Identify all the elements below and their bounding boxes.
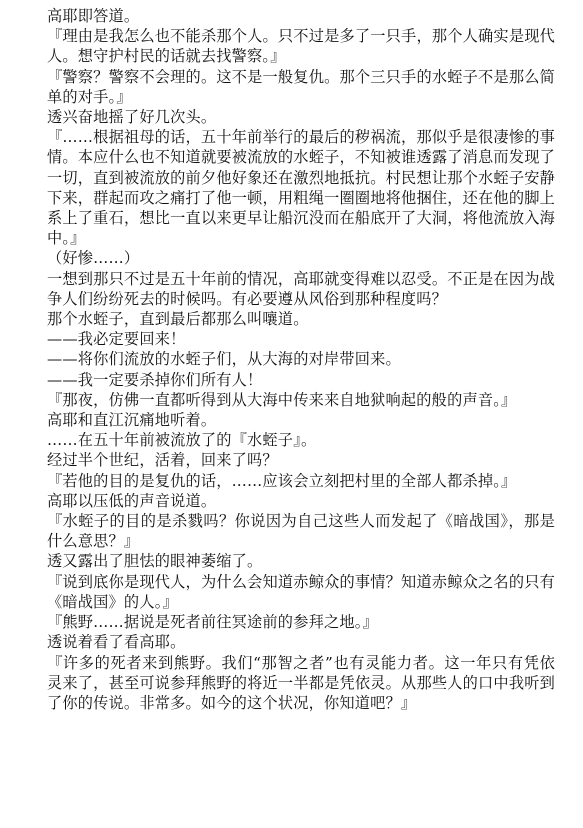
- paragraph-9: ——我必定要回来！: [47, 330, 186, 349]
- paragraph-11: ——我一定要杀掉你们所有人！: [47, 370, 263, 389]
- paragraph-1: 高耶即答道。: [47, 7, 140, 25]
- document-page: [47, 6, 555, 713]
- paragraph-10: ——将你们流放的水蛭子们，从大海的对岸带回来。: [47, 350, 401, 369]
- paragraph-17: 高耶以压低的声音说道。: [47, 491, 217, 510]
- paragraph-14: ……在五十年前被流放了的『水蛭子』。: [47, 431, 317, 450]
- paragraph-23: 『许多的死者来到熊野。我们“那智之者”也有灵能力者。这一年只有凭依灵来了，甚至可说参拜熊野的将近一半都是凭依灵。从那些人的口中我听到了你的传说。非常多。如今的这个状况，你知道吧？』: [47, 653, 555, 712]
- paragraph-13: 高耶和直江沉痛地听着。: [47, 411, 217, 430]
- paragraph-20: 『说到底你是现代人，为什么会知道赤鲸众的事情？知道赤鲸众之名的只有《暗战国》的人。』: [47, 572, 555, 611]
- paragraph-5: 『……根据祖母的话，五十年前举行的最后的秽祸流，那似乎是很凄惨的事情。本应什么也不知道就要被流放的水蛭子，不知被谁透露了消息而发现了一切，直到被流放的前夕他好象还在激烈地抵抗。村民想让那个水蛭子安静下来，群起而攻之痛打了他一顿，用粗绳一圈圈地将他捆住，还在他的脚上系上了重石，想比一直以来更早让船沉没而在船底开了大洞，将他流放入海中。』: [47, 128, 555, 248]
- paragraph-2: 『理由是我怎么也不能杀那个人。只不过是多了一只手，那个人确实是现代人。想守护村民的话就去找警察。』: [47, 27, 555, 66]
- paragraph-16: 『若他的目的是复仇的话，……应该会立刻把村里的全部人都杀掉。』: [47, 471, 517, 490]
- paragraph-6: （好惨……）: [47, 249, 140, 268]
- paragraph-8: 那个水蛭子，直到最后都那么叫嚷道。: [47, 310, 309, 329]
- paragraph-19: 透又露出了胆怯的眼神萎缩了。: [47, 552, 263, 571]
- paragraph-22: 透说着看了看高耶。: [47, 633, 186, 652]
- paragraph-12: 『那夜，仿佛一直都听得到从大海中传来来自地狱响起的般的声音。』: [47, 390, 517, 409]
- paragraph-15: 经过半个世纪，活着，回来了吗？: [47, 451, 278, 470]
- paragraph-3: 『警察？警察不会理的。这不是一般复仇。那个三只手的水蛭子不是那么简单的对手。』: [47, 67, 555, 106]
- paragraph-18: 『水蛭子的目的是杀戮吗？你说因为自己这些人而发起了《暗战国》，那是什么意思？』: [47, 512, 555, 551]
- paragraph-21: 『熊野……据说是死者前往冥途前的参拜之地。』: [47, 613, 378, 632]
- paragraph-4: 透兴奋地摇了好几次头。: [47, 108, 217, 127]
- paragraph-7: 一想到那只不过是五十年前的情况，高耶就变得难以忍受。不正是在因为战争人们纷纷死去的时候吗。有必要遵从风俗到那种程度吗？: [47, 269, 555, 308]
